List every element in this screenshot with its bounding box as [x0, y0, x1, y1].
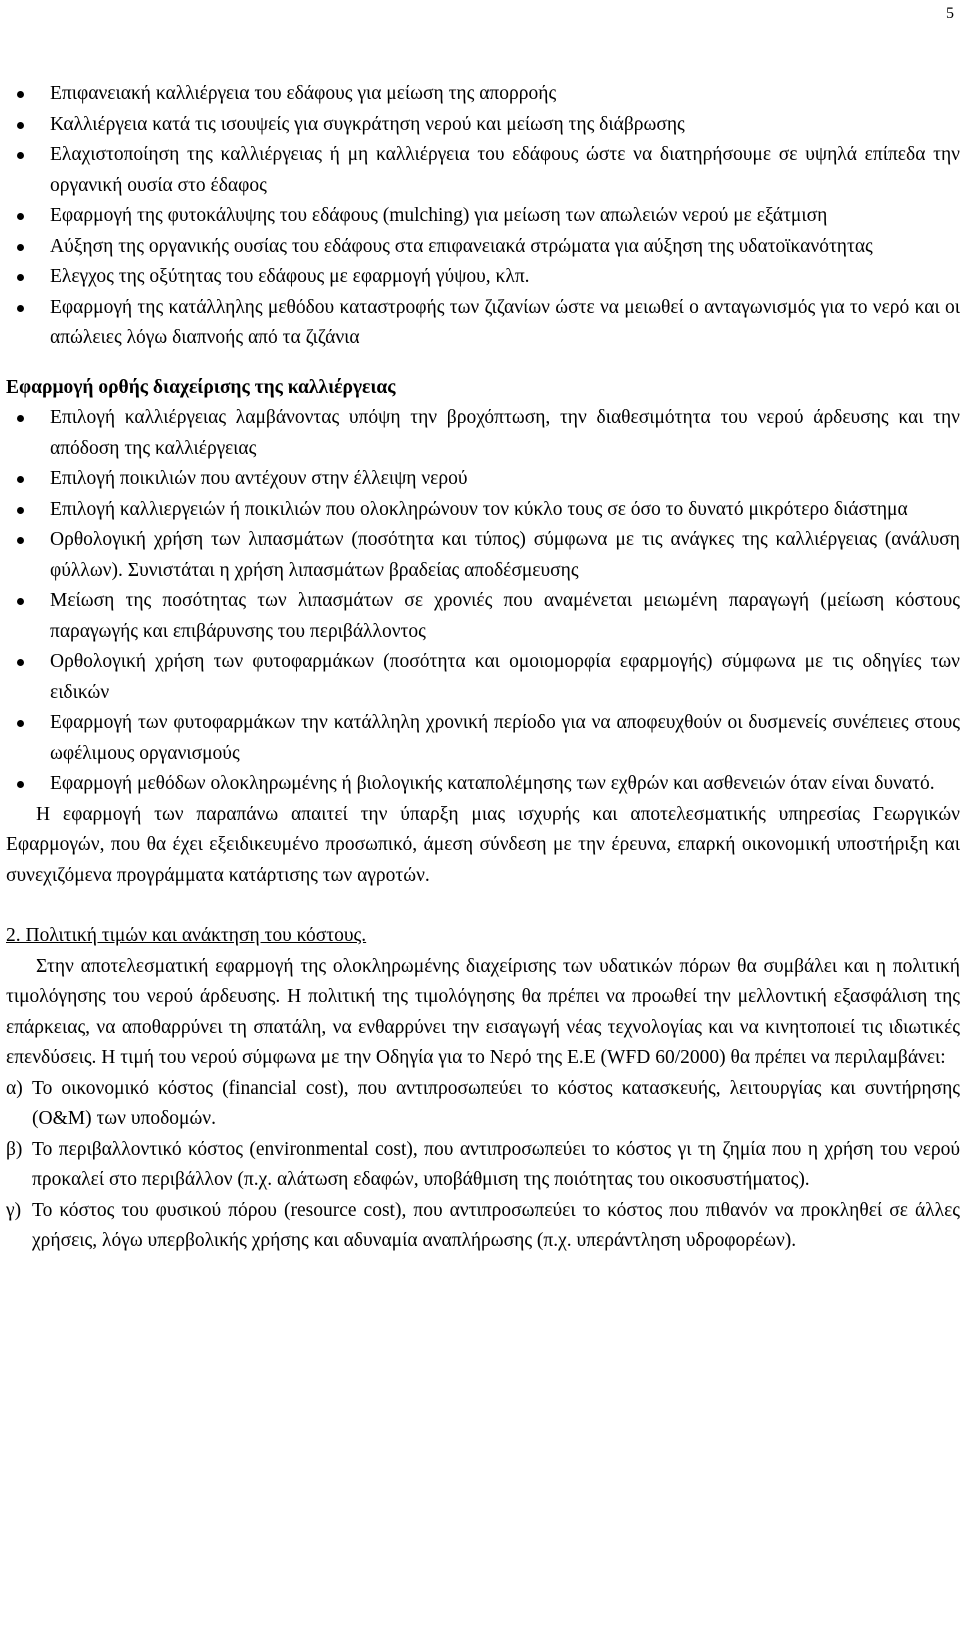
list-item: Εφαρμογή των φυτοφαρμάκων την κατάλληλη χρονική περίοδο για να αποφευχθούν οι δυσμενείς συνέπειες στους ωφέλιμους οργανισμούς [6, 708, 960, 769]
list-item: Ορθολογική χρήση των λιπασμάτων (ποσότητα και τύπος) σύμφωνα με τις ανάγκες της καλλιέργειας (ανάλυση φύλλων). Συνιστάται η χρήση λιπασμάτων βραδείας αποδέσμευσης [6, 525, 960, 586]
list-item: Αύξηση της οργανικής ουσίας του εδάφους στα επιφανειακά στρώματα για αύξηση της υδατοϊκανότητας [6, 232, 960, 263]
list-item: Εφαρμογή της φυτοκάλυψης του εδάφους (mulching) για μείωση των απωλειών νερού με εξάτμιση [6, 201, 960, 232]
enumerated-item [6, 1074, 960, 1135]
list-item: Επιλογή ποικιλιών που αντέχουν στην έλλειψη νερού [6, 464, 960, 495]
list-item: Επιλογή καλλιέργειας λαμβάνοντας υπόψη την βροχόπτωση, την διαθεσιμότητα του νερού άρδευσης και την απόδοση της καλλιέργειας [6, 403, 960, 464]
list-item: Καλλιέργεια κατά τις ισουψείς για συγκράτηση νερού και μείωση της διάβρωσης [6, 110, 960, 141]
enumerated-text: Το περιβαλλοντικό κόστος (environmental cost), που αντιπροσωπεύει το κόστος γι τη ζημία που η χρήση του νερού προκαλεί στο περιβάλλον (π.χ. αλάτωση εδαφών, υποβάθμιση της ποιότητας του οικοσυστήματος). [32, 1138, 960, 1190]
page-number: 5 [946, 5, 954, 22]
enumerated-label: γ) [6, 1199, 22, 1221]
section-title: 2. Πολιτική τιμών και ανάκτηση του κόστους. [6, 925, 367, 946]
bullet-list-crop-management [6, 403, 960, 800]
enumerated-text: Το οικονομικό κόστος (financial cost), που αντιπροσωπεύει το κόστος κατασκευής, λειτουργίας και συντήρησης (O&M) των υποδομών. [32, 1077, 960, 1129]
section-heading: Εφαρμογή ορθής διαχείρισης της καλλιέργειας [6, 376, 396, 398]
enumerated-item [6, 1135, 960, 1196]
list-item: Επιφανειακή καλλιέργεια του εδάφους για μείωση της απορροής [6, 79, 960, 110]
list-item: Επιλογή καλλιεργειών ή ποικιλιών που ολοκληρώνουν τον κύκλο τους σε όσο το δυνατό μικρότερο διάστημα [6, 495, 960, 526]
paragraph: Η εφαρμογή των παραπάνω απαιτεί την ύπαρξη μιας ισχυρής και αποτελεσματικής υπηρεσίας Γεωργικών Εφαρμογών, που θα έχει εξειδικευμένο προσωπικό, άμεση σύνδεση με την έρευνα, επαρκή οικονομική υποστήριξη και συνεχιζόμενα προγράμματα κατάρτισης των αγροτών. [6, 803, 960, 886]
list-item: Ορθολογική χρήση των φυτοφαρμάκων (ποσότητα και ομοιομορφία εφαρμογής) σύμφωνα με τις οδηγίες των ειδικών [6, 647, 960, 708]
document-body [6, 79, 960, 1257]
paragraph: Στην αποτελεσματική εφαρμογή της ολοκληρωμένης διαχείρισης των υδατικών πόρων θα συμβάλει και η πολιτική τιμολόγησης του νερού άρδευσης. Η πολιτική της τιμολόγησης θα πρέπει να προωθεί την μελλοντική εξασφάλιση της επάρκειας, να αποθαρρύνει τη σπατάλη, να ενθαρρύνει την εισαγωγή νέας τεχνολογίας και να κινητοποιεί τις ιδιωτικές επενδύσεις. Η τιμή του νερού σύμφωνα με την Οδηγία για το Νερό της Ε.Ε (WFD 60/2000) θα πρέπει να περιλαμβάνει: [6, 955, 960, 1068]
enumerated-item [6, 1196, 960, 1257]
list-item: Ελεγχος της οξύτητας του εδάφους με εφαρμογή γύψου, κλπ. [6, 262, 960, 293]
list-item: Εφαρμογή μεθόδων ολοκληρωμένης ή βιολογικής καταπολέμησης των εχθρών και ασθενειών όταν είναι δυνατό. [6, 769, 960, 800]
enumerated-label: β) [6, 1138, 23, 1160]
list-item: Ελαχιστοποίηση της καλλιέργειας ή μη καλλιέργεια του εδάφους ώστε να διατηρήσουμε σε υψηλά επίπεδα την οργανική ουσία στο έδαφος [6, 140, 960, 201]
enumerated-label: α) [6, 1077, 23, 1099]
bullet-list-practices [6, 79, 960, 354]
enumerated-text: Το κόστος του φυσικού πόρου (resource cost), που αντιπροσωπεύει το κόστος που πιθανόν να προκληθεί σε άλλες χρήσεις, λόγω υπερβολικής χρήσης και αδυναμία αναπλήρωσης (π.χ. υπεράντληση υδροφορέων). [32, 1199, 960, 1251]
list-item: Εφαρμογή της κατάλληλης μεθόδου καταστροφής των ζιζανίων ώστε να μειωθεί ο ανταγωνισμός για το νερό και οι απώλειες λόγω διαπνοής από τα ζιζάνια [6, 293, 960, 354]
list-item: Μείωση της ποσότητας των λιπασμάτων σε χρονιές που αναμένεται μειωμένη παραγωγή (μείωση κόστους παραγωγής και επιβάρυνσης του περιβάλλοντος [6, 586, 960, 647]
